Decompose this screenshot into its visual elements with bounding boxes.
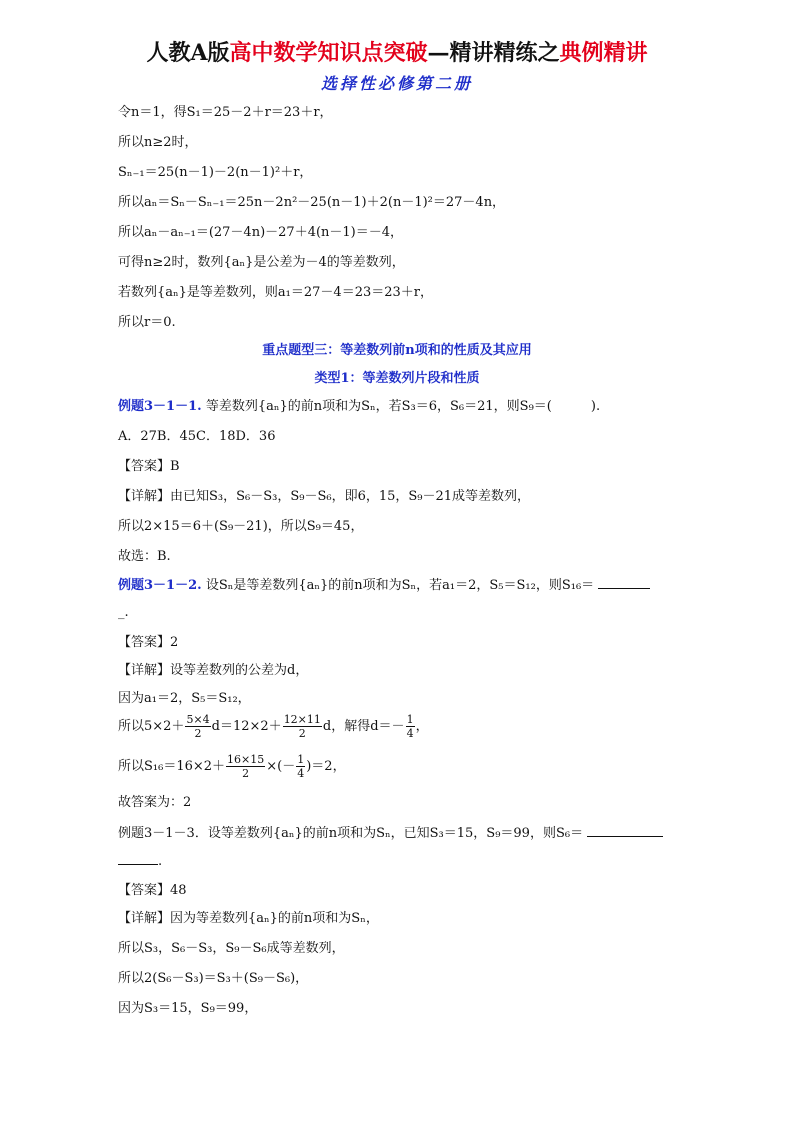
fraction <box>296 753 305 780</box>
example-1-detail: 故选：B. <box>118 549 171 564</box>
header-title-part4: 典例精讲 <box>559 40 648 66</box>
text-line: 若数列{aₙ}是等差数列，则a₁＝27－4＝23＝23＋r， <box>118 285 433 300</box>
example-3-text: 例题3－1－3．设等差数列{aₙ}的前n项和为Sₙ，已知S₃＝15，S₉＝99，则S₆＝ <box>118 826 584 841</box>
example-2-question-end: _. <box>118 605 129 620</box>
example-3-question <box>118 824 663 843</box>
page-header-title <box>0 40 794 66</box>
example-2-text: 设Sₙ是等差数列{aₙ}的前n项和为Sₙ，若a₁＝2，S₅＝S₁₂，则S₁₆＝ <box>205 578 595 593</box>
equation-text: ×(－ <box>266 759 296 774</box>
text-line: 可得n≥2时，数列{aₙ}是公差为－4的等差数列， <box>118 255 405 270</box>
fraction-denominator: 2 <box>242 767 250 780</box>
text-line: 所以aₙ＝Sₙ－Sₙ₋₁＝25n－2n²－25(n－1)＋2(n－1)²＝27－4n， <box>118 195 506 210</box>
answer-blank <box>587 824 663 837</box>
example-2-answer: 【答案】2 <box>118 635 179 650</box>
example-3-detail: 所以2(S₆－S₃)＝S₃＋(S₉－S₆)， <box>118 971 309 986</box>
fraction-numerator: 1 <box>406 713 414 726</box>
question-period: . <box>158 854 163 869</box>
section-subheading: 类型1：等差数列片段和性质 <box>314 371 480 386</box>
text-line: 所以aₙ－aₙ₋₁＝(27－4n)－27＋4(n－1)＝－4， <box>118 225 404 240</box>
text-line: 所以r＝0. <box>118 315 176 330</box>
example-1-options: A．27B．45C．18D．36 <box>118 429 276 444</box>
example-2-label: 例题3－1－2. <box>118 578 202 593</box>
example-2-detail: 故答案为：2 <box>118 795 192 810</box>
fraction-denominator: 2 <box>194 727 202 740</box>
example-1-detail: 【详解】由已知S₃，S₆－S₃，S₉－S₆，即6，15，S₉－21成等差数列， <box>118 489 531 504</box>
fraction-numerator: 1 <box>297 753 305 766</box>
example-1-label: 例题3－1－1. <box>118 399 202 414</box>
fraction-numerator: 12×11 <box>283 713 321 726</box>
example-1-detail: 所以2×15＝6＋(S₉－21)，所以S₉＝45， <box>118 519 364 534</box>
equation-text: 所以S₁₆＝16×2＋ <box>118 759 226 774</box>
fraction <box>283 713 322 740</box>
example-3-answer: 【答案】48 <box>118 883 187 898</box>
fraction <box>406 713 415 740</box>
fraction-numerator: 5×4 <box>186 713 210 726</box>
fraction <box>185 713 210 740</box>
example-3-detail: 所以S₃，S₆－S₃，S₉－S₆成等差数列， <box>118 941 345 956</box>
example-1-text: 等差数列{aₙ}的前n项和为Sₙ，若S₃＝6，S₆＝21，则S₉＝( ). <box>205 399 601 414</box>
fraction-numerator: 16×15 <box>227 753 265 766</box>
answer-blank <box>598 576 650 589</box>
header-title-part1: 人教A版 <box>146 40 230 66</box>
example-2-question <box>118 576 650 595</box>
fraction-denominator: 2 <box>298 727 306 740</box>
equation-text: d＝12×2＋ <box>211 719 282 734</box>
text-line: 令n＝1，得S₁＝25－2＋r＝23＋r， <box>118 105 333 120</box>
example-2-detail: 【详解】设等差数列的公差为d， <box>118 663 309 678</box>
fraction <box>226 753 265 780</box>
example-1-question <box>118 398 600 416</box>
example-3-detail: 因为S₃＝15，S₉＝99， <box>118 1001 258 1016</box>
section-heading: 重点题型三：等差数列前n项和的性质及其应用 <box>262 343 532 358</box>
example-2-equation <box>118 750 346 784</box>
page-header-subtitle: 选择性必修第二册 <box>320 74 473 93</box>
example-3-question-end <box>118 852 162 871</box>
example-2-equation <box>118 710 429 744</box>
text-line: 所以n≥2时， <box>118 135 198 150</box>
equation-text: 所以5×2＋ <box>118 719 185 734</box>
text-line: Sₙ₋₁＝25(n－1)－2(n－1)²＋r， <box>118 165 313 180</box>
example-1-answer: 【答案】B <box>118 459 180 474</box>
equation-text: )＝2， <box>306 759 346 774</box>
answer-blank <box>118 852 158 865</box>
fraction-denominator: 4 <box>406 727 414 740</box>
example-3-detail: 【详解】因为等差数列{aₙ}的前n项和为Sₙ， <box>118 911 379 926</box>
equation-text: d，解得d＝－ <box>322 719 405 734</box>
header-title-part2: 高中数学知识点突破 <box>229 40 428 66</box>
equation-text: ， <box>415 719 429 734</box>
example-2-detail: 因为a₁＝2，S₅＝S₁₂， <box>118 691 251 706</box>
header-title-part3: —精讲精练之 <box>427 40 560 66</box>
fraction-denominator: 4 <box>297 767 305 780</box>
